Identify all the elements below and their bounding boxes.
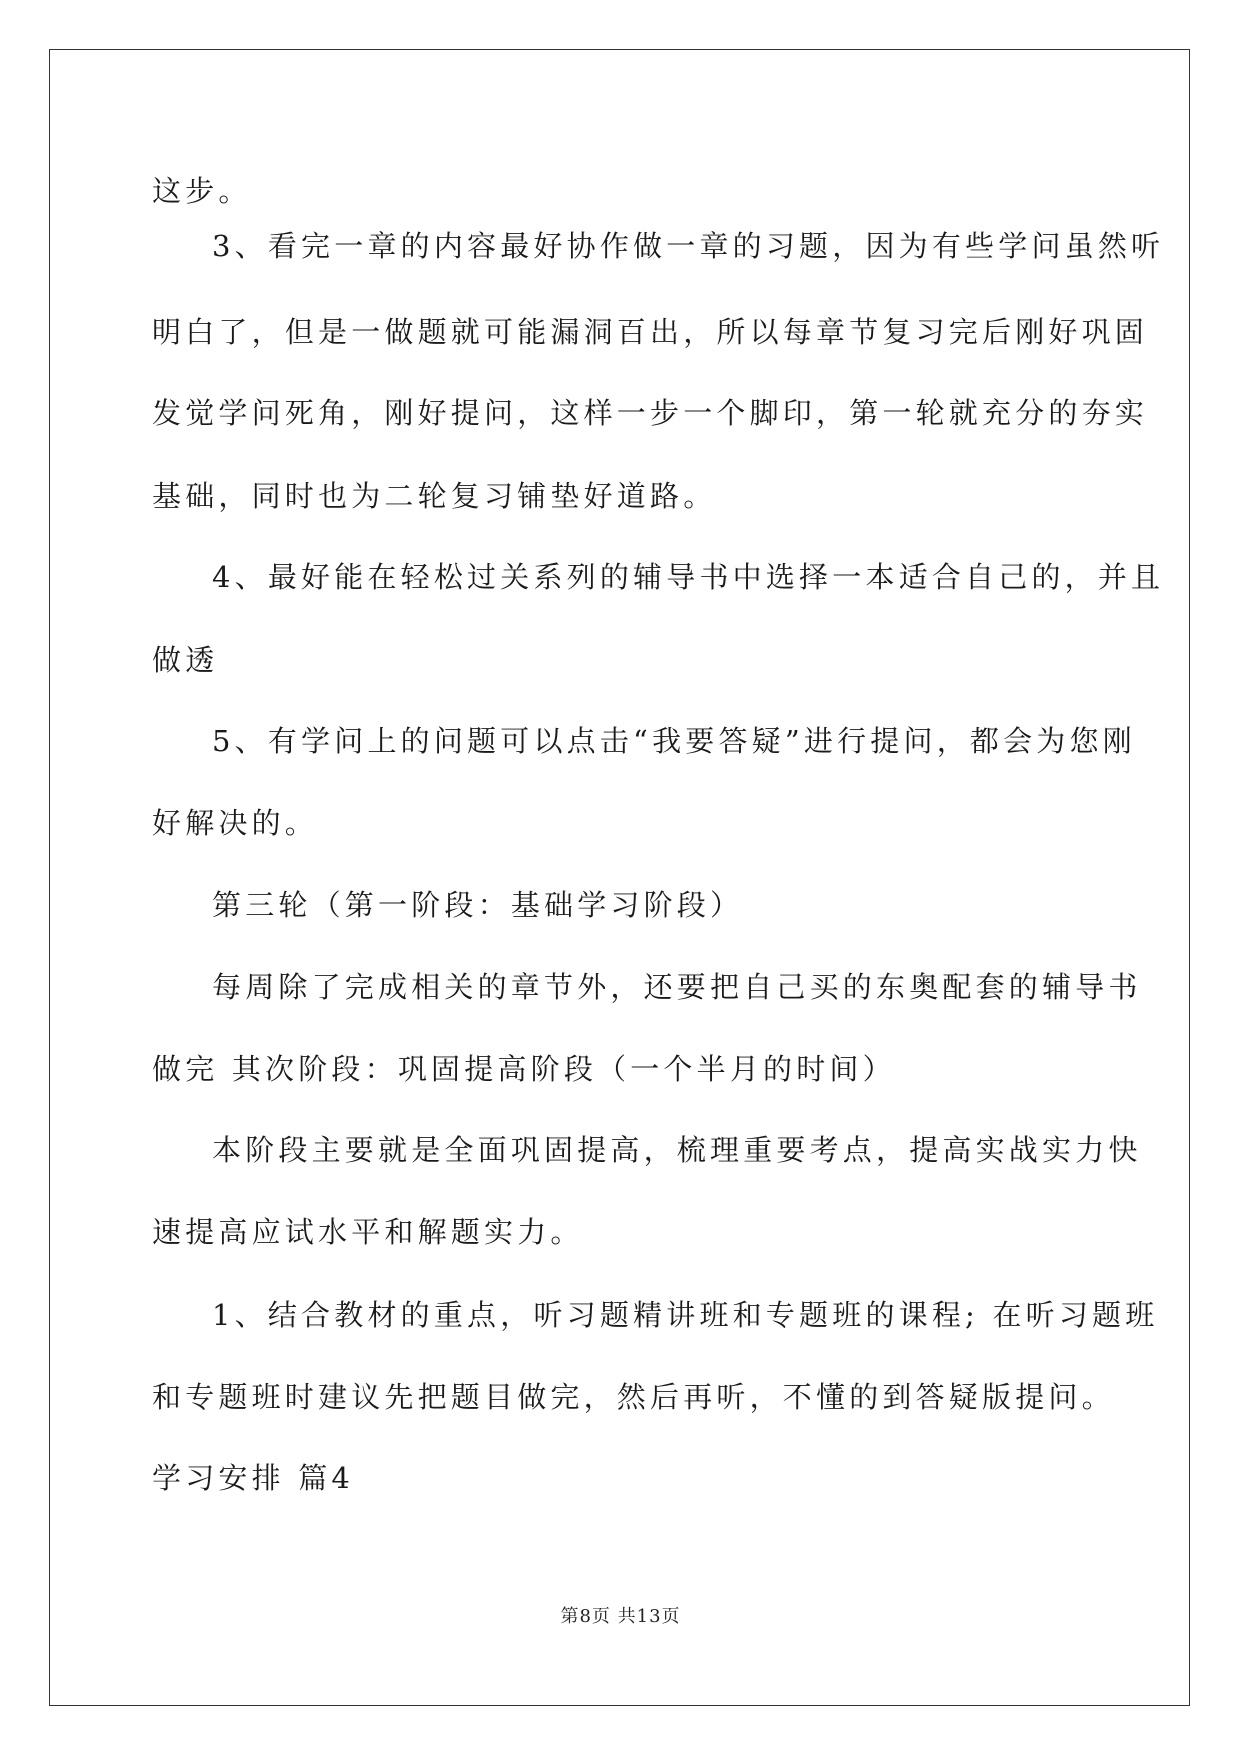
page-footer: 第8页 共13页 xyxy=(560,1606,681,1627)
paragraph-line: 本阶段主要就是全面巩固提高，梳理重要考点，提高实战实力快 xyxy=(212,1133,1142,1167)
paragraph-line: 第三轮（第一阶段：基础学习阶段） xyxy=(212,888,744,922)
paragraph-line: 好解决的。 xyxy=(152,806,319,840)
paragraph-line: 3、看完一章的内容最好协作做一章的习题，因为有些学问虽然听 xyxy=(212,229,1165,263)
paragraph-line: 5、有学问上的问题可以点击“我要答疑”进行提问，都会为您刚 xyxy=(212,724,1136,758)
paragraph-line: 这步。 xyxy=(152,174,252,208)
section-heading: 学习安排 篇4 xyxy=(152,1461,355,1495)
paragraph-line: 基础，同时也为二轮复习铺垫好道路。 xyxy=(152,479,717,513)
paragraph-line: 和专题班时建议先把题目做完，然后再听，不懂的到答疑版提问。 xyxy=(152,1380,1115,1414)
paragraph-line: 做透 xyxy=(152,643,219,677)
paragraph-line: 1、结合教材的重点，听习题精讲班和专题班的课程; 在听习题班 xyxy=(212,1298,1159,1332)
paragraph-line: 做完 其次阶段：巩固提高阶段（一个半月的时间） xyxy=(152,1052,896,1086)
paragraph-line: 发觉学问死角，刚好提问，这样一步一个脚印，第一轮就充分的夯实 xyxy=(152,396,1149,430)
paragraph-line: 明白了，但是一做题就可能漏洞百出，所以每章节复习完后刚好巩固 xyxy=(152,315,1149,349)
paragraph-line: 速提高应试水平和解题实力。 xyxy=(152,1215,584,1249)
paragraph-line: 4、最好能在轻松过关系列的辅导书中选择一本适合自己的，并且 xyxy=(212,560,1165,594)
paragraph-line: 每周除了完成相关的章节外，还要把自己买的东奥配套的辅导书 xyxy=(212,970,1142,1004)
